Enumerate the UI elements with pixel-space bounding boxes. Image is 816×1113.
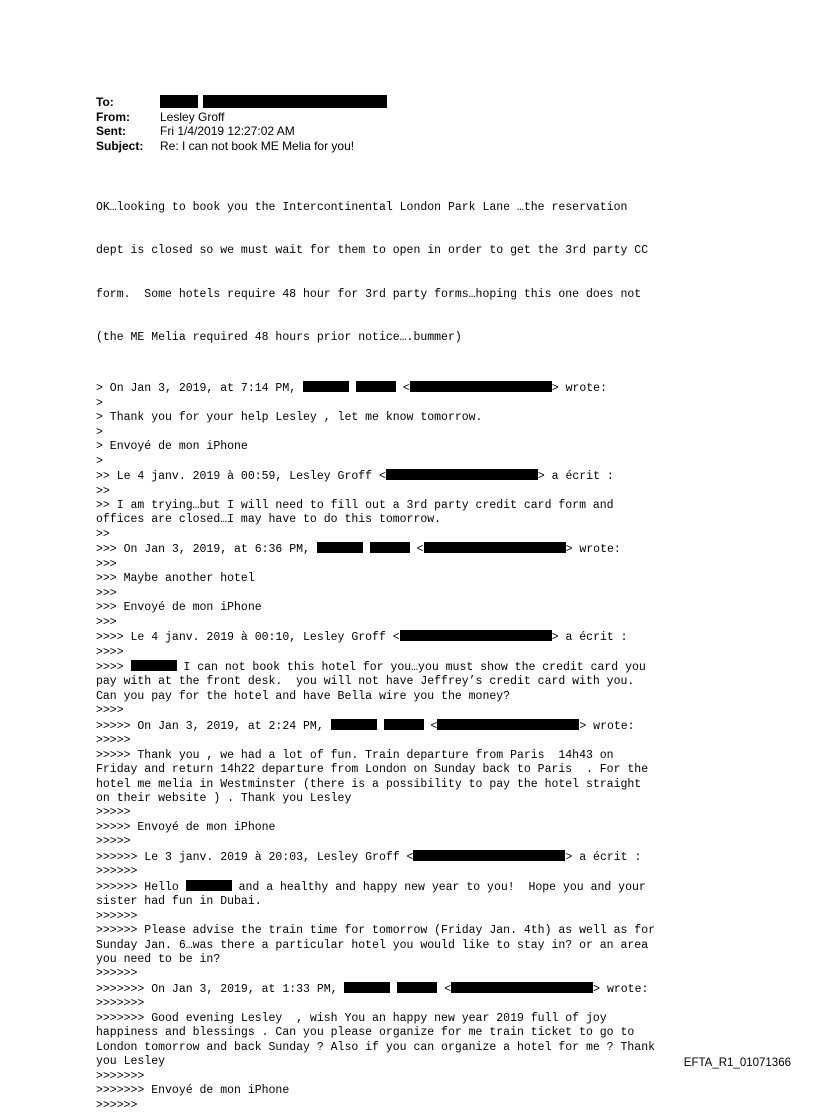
redaction-box: [344, 982, 390, 993]
quoted-line: hotel me melia in Westminster (there is a possibility to pay the hotel straight: [96, 777, 642, 791]
quoted-line: >>>>>>: [96, 1098, 138, 1112]
email-body: [96, 172, 736, 1113]
redaction-box: [160, 95, 198, 108]
redaction-box: [131, 660, 177, 671]
quoted-line: >>>>>>> Envoyé de mon iPhone: [96, 1084, 290, 1098]
quoted-line: Friday and return 14h22 departure from London on Sunday back to Paris . For the: [96, 763, 649, 777]
quoted-line: >: [96, 425, 103, 439]
quoted-line: >>>>>: [96, 835, 131, 849]
quote-text: >>>>>> Hello: [96, 880, 186, 894]
redaction-box: [203, 95, 387, 108]
quoted-line: [96, 469, 736, 484]
sent-label: Sent:: [96, 124, 126, 138]
quoted-line: >>>>>: [96, 806, 131, 820]
quoted-line: >>>>>>: [96, 967, 138, 981]
body-line: form. Some hotels require 48 hour for 3rd party forms…hoping this one does not: [96, 287, 642, 301]
quoted-line: pay with at the front desk. you will not have Jeffrey’s credit card with you.: [96, 675, 635, 689]
quoted-line: >>> On Jan 3, 2019, at 6:36 PM, < > wrote:: [96, 543, 621, 557]
quoted-line: on their website ) . Thank you Lesley: [96, 792, 352, 806]
quoted-line: >>>>: [96, 645, 124, 659]
quoted-line: >> I am trying…but I will need to fill out a 3rd party credit card form and: [96, 498, 614, 512]
quoted-line: you need to be in?: [96, 953, 221, 967]
subject-label: Subject:: [96, 138, 144, 153]
quoted-line: > Envoyé de mon iPhone: [96, 440, 248, 454]
document-id: EFTA_R1_01071366: [683, 1057, 791, 1069]
quoted-line: >>>>> On Jan 3, 2019, at 2:24 PM, < > wrote:: [96, 719, 635, 733]
quoted-line: > On Jan 3, 2019, at 7:14 PM, < > wrote:: [96, 382, 607, 396]
quoted-line: offices are closed…I may have to do this tomorrow.: [96, 513, 442, 527]
body-line: OK…looking to book you the Intercontinental London Park Lane …the reservation: [96, 200, 628, 214]
quoted-line: >>>: [96, 586, 117, 600]
quoted-line: sister had fun in Dubai.: [96, 895, 262, 909]
redaction-box: [370, 542, 410, 553]
redaction-box: [386, 469, 538, 480]
redaction-box: [331, 719, 377, 730]
redaction-box: [303, 381, 349, 392]
body-line: (the ME Melia required 48 hours prior notice….bummer): [96, 330, 462, 344]
redaction-box: [186, 880, 232, 891]
quoted-line: [96, 660, 736, 675]
body-line: dept is closed so we must wait for them to open in order to get the 3rd party CC: [96, 244, 649, 258]
quote-text: >>>>>> Le 3 janv. 2019 à 20:03, Lesley Groff <: [96, 850, 414, 864]
quote-text: >> Le 4 janv. 2019 à 00:59, Lesley Groff <: [96, 470, 386, 484]
quote-text: > a écrit :: [551, 631, 628, 645]
redaction-box: [410, 381, 552, 392]
redaction-box: [451, 982, 593, 993]
quoted-line: >>: [96, 527, 110, 541]
quote-text: >>> On Jan 3, 2019, at 6:36 PM,: [96, 543, 317, 557]
quote-text: > wrote:: [565, 543, 621, 557]
quote-text: > wrote:: [579, 719, 635, 733]
redaction-box: [400, 630, 552, 641]
quote-text: > wrote:: [593, 982, 649, 996]
quoted-line: >>>>>>: [96, 865, 138, 879]
redaction-box: [424, 542, 566, 553]
quoted-line: [96, 850, 736, 865]
quote-text: >>>>>>> On Jan 3, 2019, at 1:33 PM,: [96, 982, 345, 996]
quoted-line: >>>: [96, 557, 117, 571]
quoted-line: >>>>>>> Good evening Lesley , wish You an happy new year 2019 full of joy: [96, 1011, 607, 1025]
from-label: From:: [96, 109, 130, 124]
to-label: To:: [96, 95, 114, 109]
quoted-line: >>>>>>>: [96, 997, 145, 1011]
quoted-line: London tomorrow and back Sunday ? Also if you can organize a hotel for me ? Thank: [96, 1040, 655, 1054]
quoted-line: >>: [96, 484, 110, 498]
quoted-line: you Lesley: [96, 1055, 166, 1069]
redaction-box: [437, 719, 579, 730]
quoted-line: >: [96, 454, 103, 468]
redaction-box: [317, 542, 363, 553]
quoted-line: >>> Maybe another hotel: [96, 572, 255, 586]
quoted-line: >>>>> Envoyé de mon iPhone: [96, 820, 276, 834]
quote-text: >>>> Le 4 janv. 2019 à 00:10, Lesley Groff <: [96, 631, 400, 645]
quoted-line: happiness and blessings . Can you please organize for me train ticket to go to: [96, 1026, 635, 1040]
redaction-box: [356, 381, 396, 392]
to-value: [160, 95, 387, 110]
quote-text: I can not book this hotel for you…you must show the credit card you: [176, 660, 646, 674]
quote-text: >>>>: [96, 660, 131, 674]
quoted-line: >>>>>>>: [96, 1069, 145, 1083]
quoted-line: [96, 630, 736, 645]
quoted-line: >: [96, 396, 103, 410]
quote-text: > a écrit :: [565, 850, 642, 864]
from-value: Lesley Groff: [160, 109, 225, 124]
quoted-line: Can you pay for the hotel and have Bella wire you the money?: [96, 689, 511, 703]
quote-text: and a healthy and happy new year to you! Hope you and your: [231, 880, 646, 894]
quoted-line: >>>>>: [96, 734, 131, 748]
quoted-line: >>>>> Thank you , we had a lot of fun. Train departure from Paris 14h43 on: [96, 748, 614, 762]
quoted-line: >>>: [96, 615, 117, 629]
subject-value: Re: I can not book ME Melia for you!: [160, 138, 355, 153]
redaction-box: [413, 850, 565, 861]
redaction-box: [397, 982, 437, 993]
quote-text: > wrote:: [551, 382, 607, 396]
sent-value: Fri 1/4/2019 12:27:02 AM: [160, 124, 295, 138]
quote-text: > On Jan 3, 2019, at 7:14 PM,: [96, 382, 304, 396]
quoted-line: >>>>>>: [96, 909, 138, 923]
quoted-line: >>> Envoyé de mon iPhone: [96, 601, 262, 615]
redaction-box: [384, 719, 424, 730]
quote-text: > a écrit :: [537, 470, 614, 484]
quoted-line: [96, 880, 736, 895]
quoted-line: >>>>>> Please advise the train time for tomorrow (Friday Jan. 4th) as well as for: [96, 924, 655, 938]
quoted-line: >>>>: [96, 704, 124, 718]
quoted-line: > Thank you for your help Lesley , let me know tomorrow.: [96, 411, 483, 425]
quoted-line: >>>>>>> On Jan 3, 2019, at 1:33 PM, < > wrote:: [96, 982, 649, 996]
quote-text: >>>>> On Jan 3, 2019, at 2:24 PM,: [96, 719, 331, 733]
intro-paragraph: [96, 172, 736, 374]
quoted-line: Sunday Jan. 6…was there a particular hotel you would like to stay in? or an area: [96, 938, 649, 952]
